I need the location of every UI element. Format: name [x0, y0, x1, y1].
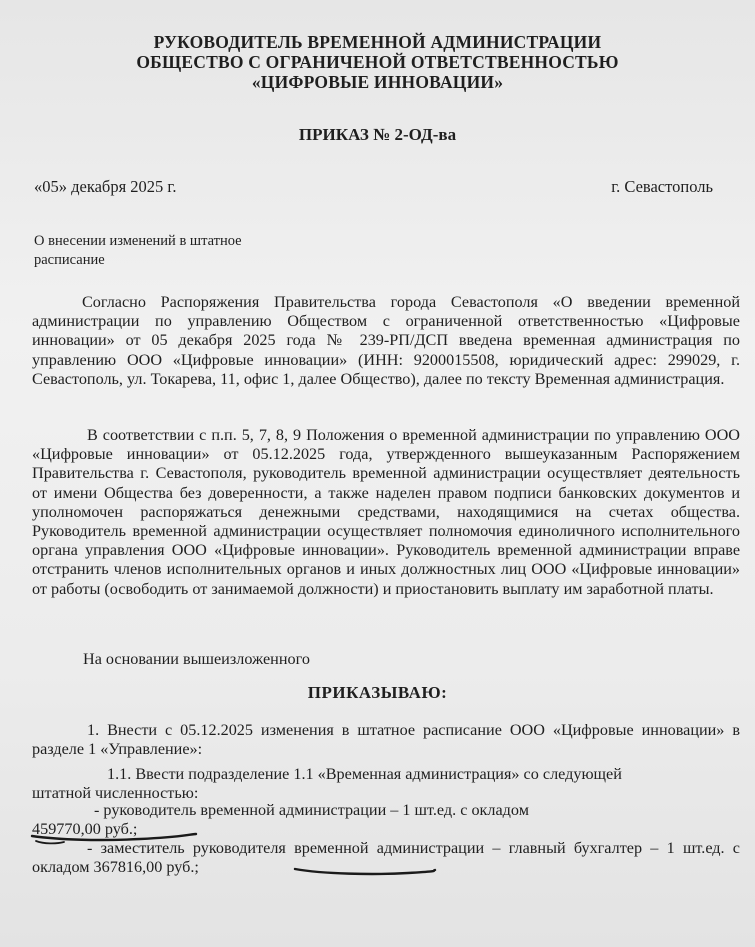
pen-underline-icon [30, 818, 200, 846]
order-item-1: 1. Внести с 05.12.2025 изменения в штатное расписание ООО «Цифровые инновации» в разделе 1 «Управление»: [32, 721, 740, 759]
paragraph-authority: В соответствии с п.п. 5, 7, 8, 9 Положения о временной администрации по управлению ООО «Цифровые инновации» от 05.12.2025 года, утвержденного вышеуказанным Распоряжением Правительства г. Севастополя, руководитель временной администрации осуществляет деятельность от имени Общества без доверенности, а также наделен правом подписи банковских документов и уполномочен распоряжаться денежными средствами, находящимися на счетах общества. Руководитель временной администрации осуществляет полномочия единоличного исполнительного органа управления ООО «Цифровые инновации». Руководитель временной администрации вправе отстранить членов исполнительных органов и иных должностных лиц ООО «Цифровые инновации» от работы (освободить от занимаемой должности) и приостановить выплату им заработной платы. [32, 426, 740, 598]
paragraph-basis: На основании вышеизложенного [83, 650, 310, 668]
order-item-1-1 [32, 765, 740, 803]
order-title: ПРИКАЗ № 2-ОД-ва [298, 125, 457, 144]
order-word: ПРИКАЗЫВАЮ: [307, 683, 448, 702]
pen-underline-icon [293, 857, 438, 881]
subject-line-1: О внесении изменений в штатное [34, 233, 242, 249]
subject-line-2: расписание [34, 252, 105, 268]
item-1-1-line-2: штатной численностью: [32, 784, 199, 803]
order-date: «05» декабря 2025 г. [34, 177, 177, 196]
order-city: г. Севастополь [611, 177, 713, 196]
item-1-1-line-1: 1.1. Ввести подразделение 1.1 «Временная администрация» со следующей [107, 765, 622, 783]
position-head-salary: 459770,00 руб.; [32, 820, 138, 839]
header-line-2: ОБЩЕСТВО С ОГРАНИЧЕНОЙ ОТВЕТСТВЕННОСТЬЮ [136, 52, 619, 72]
header-line-3: «ЦИФРОВЫЕ ИННОВАЦИИ» [251, 72, 504, 92]
position-head-text: - руководитель временной администрации – 1 шт.ед. с окладом [94, 801, 529, 819]
order-subject [34, 232, 314, 270]
paragraph-preamble: Согласно Распоряжения Правительства города Севастополя «О введении временной администрации по управлению Обществом с ограниченной ответственностью «Цифровые инновации» от 05 декабря 2025 года № 239-РП/ДСП введена временная администрация по управлению ООО «Цифровые инновации» (ИНН: 9200015508, юридический адрес: 299029, г. Севастополь, ул. Токарева, 11, офис 1, далее Общество), далее по тексту Временная администрация. [32, 293, 740, 388]
position-deputy-salary: 367816,00 руб.; [93, 858, 199, 877]
document-header [0, 32, 755, 92]
header-line-1: РУКОВОДИТЕЛЬ ВРЕМЕННОЙ АДМИНИСТРАЦИИ [153, 32, 602, 52]
position-deputy-text: - заместитель руководителя временной администрации – главный бухгалтер – 1 шт.ед. с окладом [32, 839, 740, 877]
